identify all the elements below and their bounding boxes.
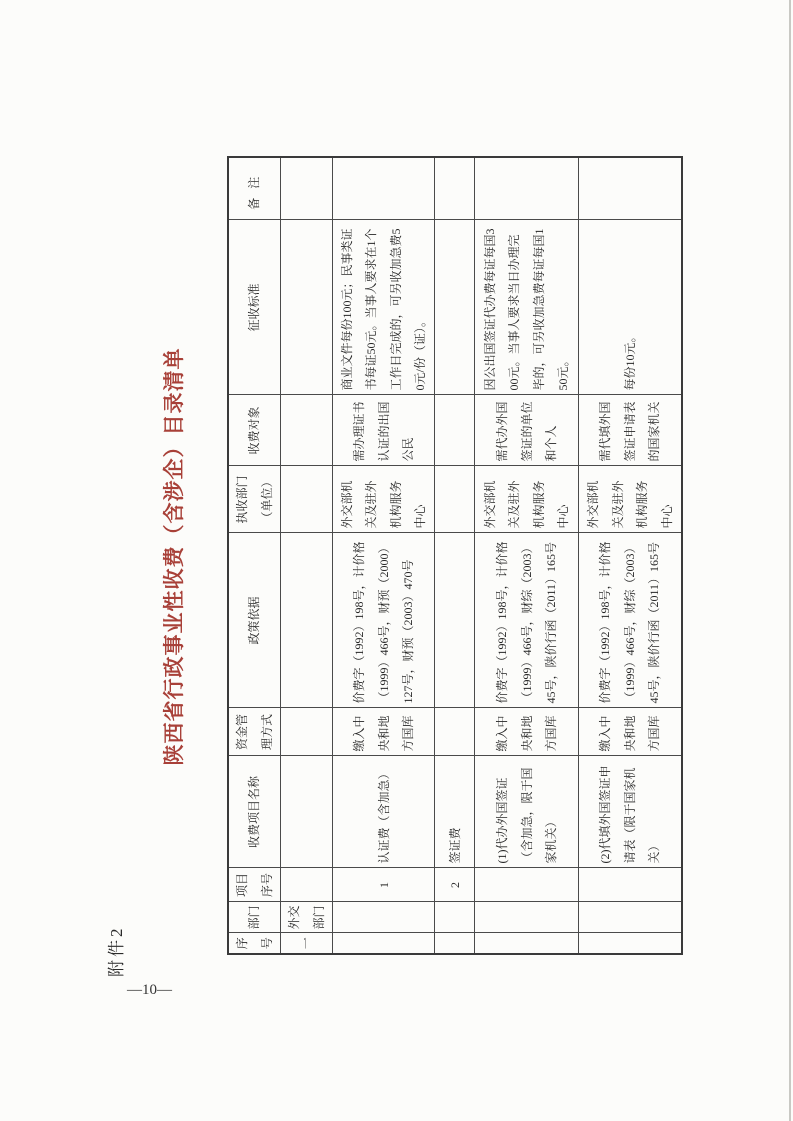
cell-item-name: 认证费（含加急） (333, 756, 435, 868)
attachment-label: 附件2 (107, 925, 126, 977)
document-title: 陕西省行政事业性收费（含涉企）目录清单 (162, 347, 186, 766)
cell-item-index: 1 (333, 868, 435, 902)
cell-collecting-unit: 外交部机关及驻外机构服务中心 (579, 466, 682, 533)
cell-item-index (475, 868, 579, 902)
cell-remarks (579, 157, 682, 220)
cell-department (333, 902, 435, 933)
cell-collecting-unit: 外交部机关及驻外机构服务中心 (475, 466, 579, 533)
header-cell-index: 序号 (228, 933, 281, 954)
cell-payer: 需办理证书认证的出国公民 (333, 395, 435, 466)
header-cell-item-name: 收费项目名称 (228, 756, 281, 868)
table-row (475, 157, 579, 954)
header-cell-remarks: 备注 (228, 157, 281, 220)
cell-index (475, 933, 579, 954)
cell-remarks (333, 157, 435, 220)
cell-policy-basis (435, 533, 475, 708)
table-row (435, 157, 475, 954)
cell-fund-management: 缴入中央和地方国库 (333, 708, 435, 756)
cell-department (579, 902, 682, 933)
cell-remarks (435, 157, 475, 220)
cell-index (333, 933, 435, 954)
header-cell-payer: 收费对象 (228, 395, 281, 466)
cell-index (579, 933, 682, 954)
cell-index: 一 (281, 933, 333, 954)
cell-payer: 需代填外国签证申请表的国家机关 (579, 395, 682, 466)
header-cell-collecting-unit: 执收部门（单位） (228, 466, 281, 533)
cell-policy-basis: 价费字（1992）198号，计价格（1999）466号，财预（2000）127号，财预（2003）470号 (333, 533, 435, 708)
cell-department (475, 902, 579, 933)
cell-remarks (281, 157, 333, 220)
cell-collecting-unit (281, 466, 333, 533)
cell-collecting-unit (435, 466, 475, 533)
header-cell-policy-basis: 政策依据 (228, 533, 281, 708)
cell-department: 外交部门 (281, 902, 333, 933)
header-cell-fee-standard: 征收标准 (228, 220, 281, 395)
cell-item-name: 签证费 (435, 756, 475, 868)
cell-payer: 需代办外国签证的单位和个人 (475, 395, 579, 466)
cell-policy-basis (281, 533, 333, 708)
header-cell-fund-management: 资金管理方式 (228, 708, 281, 756)
cell-item-name (281, 756, 333, 868)
cell-fund-management: 缴入中央和地方国库 (579, 708, 682, 756)
cell-policy-basis: 价费字（1992）198号，计价格（1999）466号，财综（2003）45号，陕价行函（2011）165号 (475, 533, 579, 708)
cell-fund-management (281, 708, 333, 756)
table-row (333, 157, 435, 954)
cell-collecting-unit: 外交部机关及驻外机构服务中心 (333, 466, 435, 533)
cell-item-index: 2 (435, 868, 475, 902)
cell-department (435, 902, 475, 933)
header-cell-department: 部门 (228, 902, 281, 933)
table-row (281, 157, 333, 954)
cell-index (435, 933, 475, 954)
cell-item-index (579, 868, 682, 902)
cell-remarks (475, 157, 579, 220)
fees-table (227, 156, 683, 955)
table-row (579, 157, 682, 954)
cell-item-name: (1)代办外国签证（含加急，限于国家机关） (475, 756, 579, 868)
cell-item-index (281, 868, 333, 902)
header-cell-item-index: 项目序号 (228, 868, 281, 902)
cell-fee-standard (281, 220, 333, 395)
cell-policy-basis: 价费字（1992）198号，计价格（1999）466号，财综（2003）45号，陕价行函（2011）165号 (579, 533, 682, 708)
cell-fee-standard: 每份10元。 (579, 220, 682, 395)
cell-fee-standard: 商业文件每份100元；民事类证书每证50元。当事人要求在1个工作日完成的，可另收加急费50元/份（证）。 (333, 220, 435, 395)
cell-payer (435, 395, 475, 466)
cell-fund-management (435, 708, 475, 756)
page-number: —10— (127, 982, 172, 998)
cell-fee-standard: 因公出国签证代办费每证每国300元。当事人要求当日办理完毕的，可另收加急费每证每国150元。 (475, 220, 579, 395)
header-row (228, 157, 281, 954)
cell-fee-standard (435, 220, 475, 395)
cell-item-name: (2)代填外国签证申请表（限于国家机关） (579, 756, 682, 868)
cell-payer (281, 395, 333, 466)
cell-fund-management: 缴入中央和地方国库 (475, 708, 579, 756)
scan-edge-line (789, 0, 791, 1121)
